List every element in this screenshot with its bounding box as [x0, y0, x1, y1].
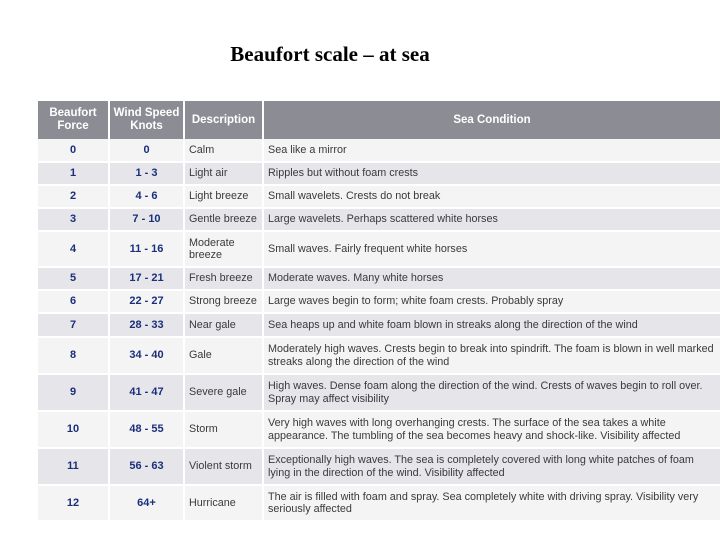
sea-condition-cell: Small waves. Fairly frequent white horses: [264, 232, 720, 268]
description-cell: Near gale: [185, 314, 264, 338]
wind-speed-cell: 56 - 63: [110, 449, 185, 486]
table-header-row: [38, 101, 720, 139]
wind-speed-cell: 7 - 10: [110, 209, 185, 232]
description-cell: Severe gale: [185, 375, 264, 412]
force-cell: 7: [38, 314, 110, 338]
table-row: [38, 486, 720, 522]
wind-speed-cell: 48 - 55: [110, 412, 185, 449]
header-sea-condition: Sea Condition: [264, 101, 720, 139]
table-row: [38, 314, 720, 338]
sea-condition-cell: Moderate waves. Many white horses: [264, 268, 720, 291]
sea-condition-cell: Large wavelets. Perhaps scattered white horses: [264, 209, 720, 232]
table-row: [38, 232, 720, 268]
description-cell: Moderate breeze: [185, 232, 264, 268]
description-cell: Light air: [185, 163, 264, 186]
force-cell: 3: [38, 209, 110, 232]
wind-speed-cell: 34 - 40: [110, 338, 185, 375]
sea-condition-cell: Exceptionally high waves. The sea is completely covered with long white patches of foam lying in the direction of the wind. Visibility affected: [264, 449, 720, 486]
table-row: [38, 291, 720, 314]
force-cell: 6: [38, 291, 110, 314]
sea-condition-cell: Ripples but without foam crests: [264, 163, 720, 186]
sea-condition-cell: Very high waves with long overhanging crests. The surface of the sea takes a white appearance. The tumbling of the sea becomes heavy and shock-like. Visibility affected: [264, 412, 720, 449]
table-row: [38, 375, 720, 412]
sea-condition-cell: Large waves begin to form; white foam crests. Probably spray: [264, 291, 720, 314]
header-wind-speed: Wind Speed Knots: [110, 101, 185, 139]
force-cell: 10: [38, 412, 110, 449]
slide-title: Beaufort scale – at sea: [230, 42, 430, 66]
force-cell: 1: [38, 163, 110, 186]
table-row: [38, 338, 720, 375]
sea-condition-cell: High waves. Dense foam along the direction of the wind. Crests of waves begin to roll over. Spray may affect visibility: [264, 375, 720, 412]
description-cell: Fresh breeze: [185, 268, 264, 291]
wind-speed-cell: 11 - 16: [110, 232, 185, 268]
wind-speed-cell: 64+: [110, 486, 185, 522]
force-cell: 5: [38, 268, 110, 291]
description-cell: Violent storm: [185, 449, 264, 486]
table-row: [38, 186, 720, 209]
sea-condition-cell: Sea like a mirror: [264, 139, 720, 163]
description-cell: Gentle breeze: [185, 209, 264, 232]
force-cell: 2: [38, 186, 110, 209]
beaufort-table: [38, 101, 720, 522]
sea-condition-cell: Moderately high waves. Crests begin to break into spindrift. The foam is blown in well marked streaks along the direction of the wind: [264, 338, 720, 375]
beaufort-table-container: [38, 101, 720, 522]
force-cell: 12: [38, 486, 110, 522]
description-cell: Gale: [185, 338, 264, 375]
sea-condition-cell: Small wavelets. Crests do not break: [264, 186, 720, 209]
wind-speed-cell: 1 - 3: [110, 163, 185, 186]
force-cell: 0: [38, 139, 110, 163]
wind-speed-cell: 4 - 6: [110, 186, 185, 209]
wind-speed-cell: 28 - 33: [110, 314, 185, 338]
table-row: [38, 449, 720, 486]
description-cell: Calm: [185, 139, 264, 163]
wind-speed-cell: 22 - 27: [110, 291, 185, 314]
force-cell: 9: [38, 375, 110, 412]
force-cell: 8: [38, 338, 110, 375]
wind-speed-cell: 0: [110, 139, 185, 163]
description-cell: Storm: [185, 412, 264, 449]
table-row: [38, 268, 720, 291]
sea-condition-cell: The air is filled with foam and spray. Sea completely white with driving spray. Visibility very seriously affected: [264, 486, 720, 522]
header-description: Description: [185, 101, 264, 139]
sea-condition-cell: Sea heaps up and white foam blown in streaks along the direction of the wind: [264, 314, 720, 338]
header-beaufort-force: Beaufort Force: [38, 101, 110, 139]
table-row: [38, 139, 720, 163]
description-cell: Light breeze: [185, 186, 264, 209]
description-cell: Strong breeze: [185, 291, 264, 314]
wind-speed-cell: 17 - 21: [110, 268, 185, 291]
table-row: [38, 163, 720, 186]
table-row: [38, 209, 720, 232]
wind-speed-cell: 41 - 47: [110, 375, 185, 412]
description-cell: Hurricane: [185, 486, 264, 522]
force-cell: 4: [38, 232, 110, 268]
force-cell: 11: [38, 449, 110, 486]
table-row: [38, 412, 720, 449]
